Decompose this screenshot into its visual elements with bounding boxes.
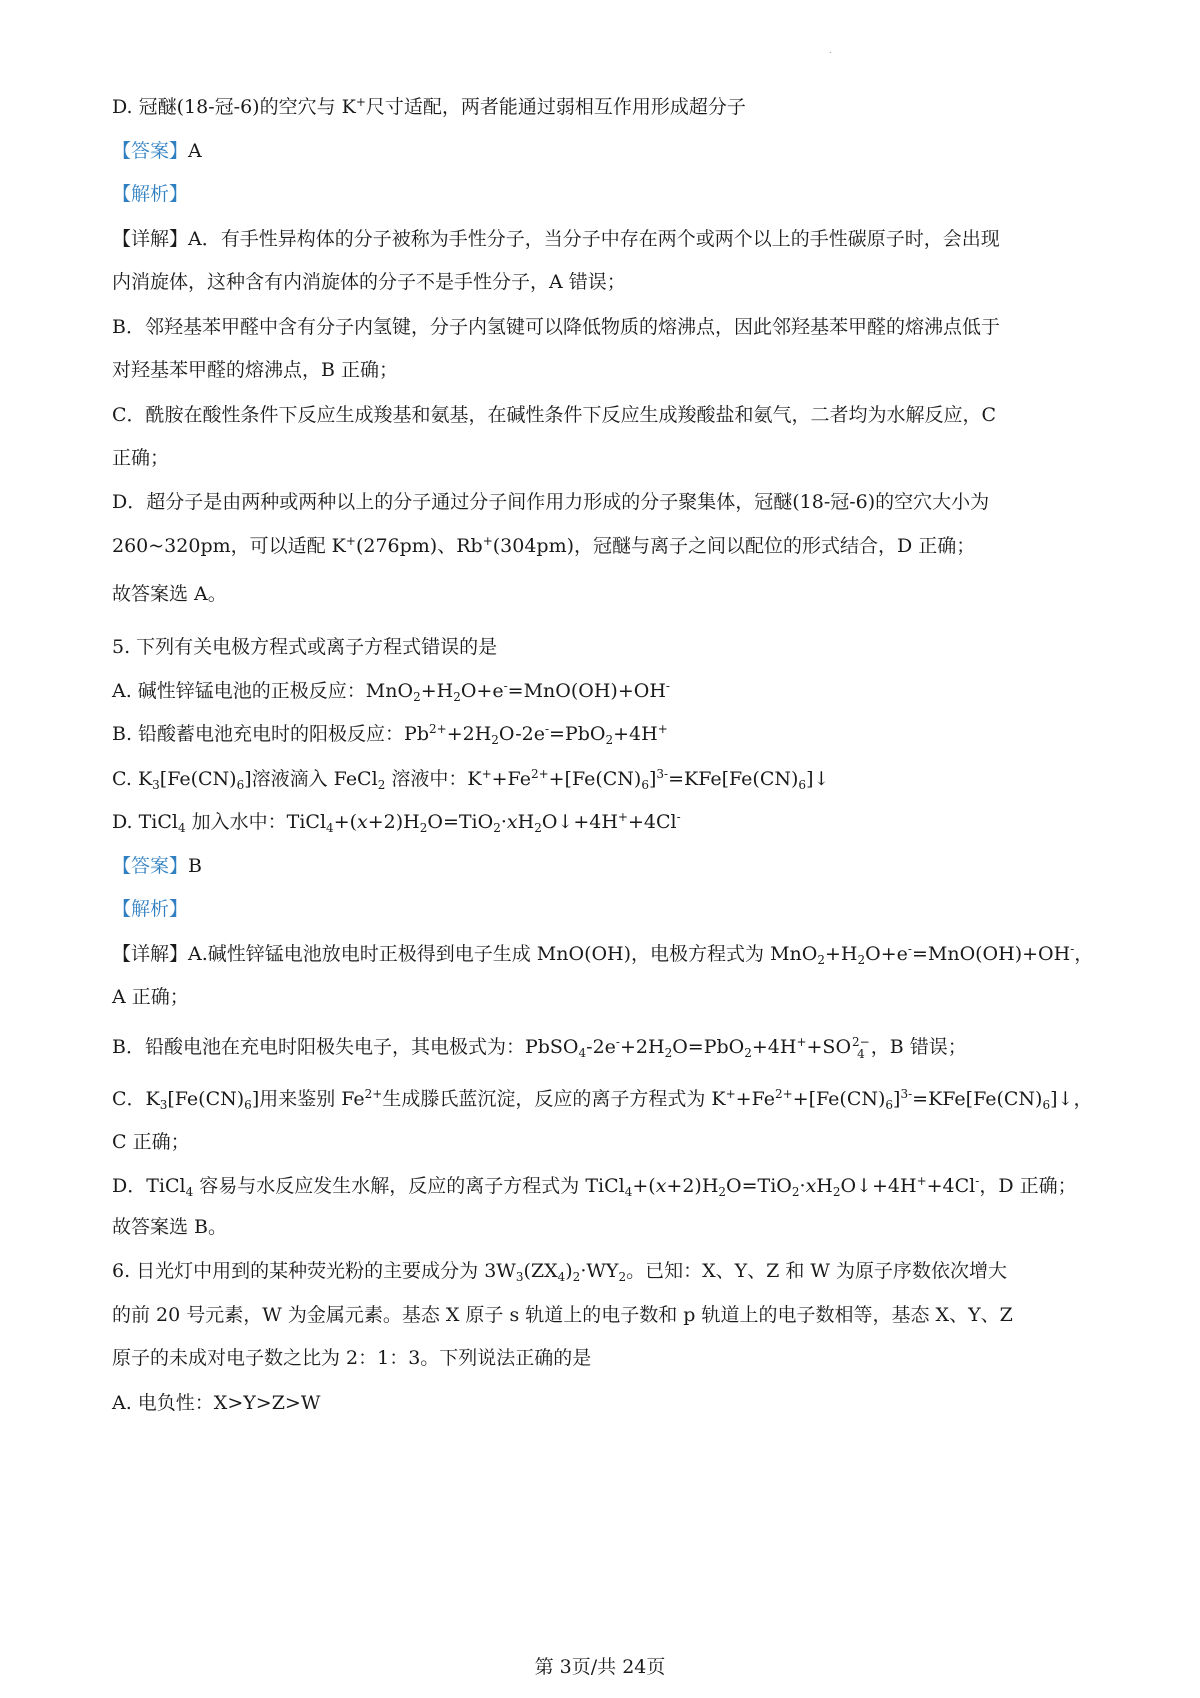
question-6-stem: 6. 日光灯中用到的某种荧光粉的主要成分为 $3W_3(ZX_4)_2\cdot WY_2$。已知：X、Y、Z 和 W 为原子序数依次增大 [112,1260,1007,1284]
page-footer: 第 3页/共 24页 [534,1656,666,1678]
detail-line: C．$K_3[Fe(CN)_6]$用来鉴别 $Fe^{2+}$生成滕氏蓝沉淀，反应的离子方程式为 $K^++Fe^{2+}+[Fe(CN)_6]^{3-}=KFe[Fe(CN)_6]↓$， [112,1087,1093,1112]
answer-tag: 【答案】 [112,140,189,162]
question-5-stem: 5. 下列有关电极方程式或离子方程式错误的是 [112,636,498,658]
question-5-option-c: C. $K_3[Fe(CN)_6]$溶液滴入 FeCl$_2$ 溶液中：$K^++Fe^{2+}+[Fe(CN)_6]^{3-}=KFe[Fe(CN)_6]↓$ [112,767,830,792]
question-5-option-b: B. 铅酸蓄电池充电时的阳极反应：$Pb^{2+}+2H_2O-2e^-=PbO_2+4H^+$ [112,722,668,747]
question-6-option-a: A. 电负性：X>Y>Z>W [112,1392,321,1414]
question-5-option-d: D. TiCl$_4$ 加入水中：$TiCl_4+(x+2)H_2O=TiO_2\cdot xH_2O↓+4H^++4Cl^-$ [112,810,681,835]
answer-line-2: 【答案】B [112,855,202,877]
scan-dot: . [829,46,832,55]
detail-line: A 正确； [112,986,189,1008]
detail-line: C 正确； [112,1131,190,1153]
detail-line: 对羟基苯甲醛的熔沸点，B 正确； [112,359,399,381]
detail-line: 故答案选 A。 [112,583,227,605]
analysis-tag-1: 【解析】 [112,183,189,205]
detail-line: B．铅酸电池在充电时阳极失电子，其电极式为：$PbSO_4-2e^-+2H_2O=PbO_2+4H^++SO$ 2− 4 ，B 错误； [112,1035,967,1061]
question-6-stem: 的前 20 号元素，W 为金属元素。基态 X 原子 s 轨道上的电子数和 p 轨道上的电子数相等，基态 X、Y、Z [112,1304,1013,1326]
question-5-option-a: A. 碱性锌锰电池的正极反应：$MnO_2+H_2O+e^-=MnO(OH)+OH^-$ [112,679,670,704]
detail-line: 正确； [112,447,170,469]
detail-line: C．酰胺在酸性条件下反应生成羧基和氨基，在碱性条件下反应生成羧酸盐和氨气，二者均为水解反应，C [112,404,997,426]
detail-line: D．TiCl$_4$ 容易与水反应发生水解，反应的离子方程式为 $TiCl_4+(x+2)H_2O=TiO_2\cdot xH_2O↓+4H^++4Cl^-$，D 正确； [112,1174,1077,1199]
detail-line: 【详解】A．有手性异构体的分子被称为手性分子，当分子中存在两个或两个以上的手性碳原子时，会出现 [112,228,1000,250]
option-d-line: D. 冠醚(18-冠-6)的空穴与 K+尺寸适配，两者能通过弱相互作用形成超分子 [112,95,746,118]
detail-line: 故答案选 B。 [112,1216,228,1238]
detail-line: B．邻羟基苯甲醛中含有分子内氢键，分子内氢键可以降低物质的熔沸点，因此邻羟基苯甲醛的熔沸点低于 [112,316,1000,338]
detail-line: 260~320pm，可以适配 K+(276pm)、Rb+(304pm)，冠醚与离子之间以配位的形式结合，D 正确； [112,534,976,557]
detail-line: 内消旋体，这种含有内消旋体的分子不是手性分子，A 错误； [112,271,626,293]
answer-value: A [188,140,202,162]
question-6-stem: 原子的未成对电子数之比为 2：1：3。下列说法正确的是 [112,1347,592,1369]
analysis-tag-2: 【解析】 [112,898,189,920]
answer-line-1 [112,137,1102,165]
detail-line: 【详解】A.碱性锌锰电池放电时正极得到电子生成 MnO(OH)，电极方程式为 $MnO_2+H_2O+e^-=MnO(OH)+OH^-$， [112,942,1094,967]
detail-line: D．超分子是由两种或两种以上的分子通过分子间作用力形成的分子聚集体，冠醚(18-冠-6)的空穴大小为 [112,491,990,513]
